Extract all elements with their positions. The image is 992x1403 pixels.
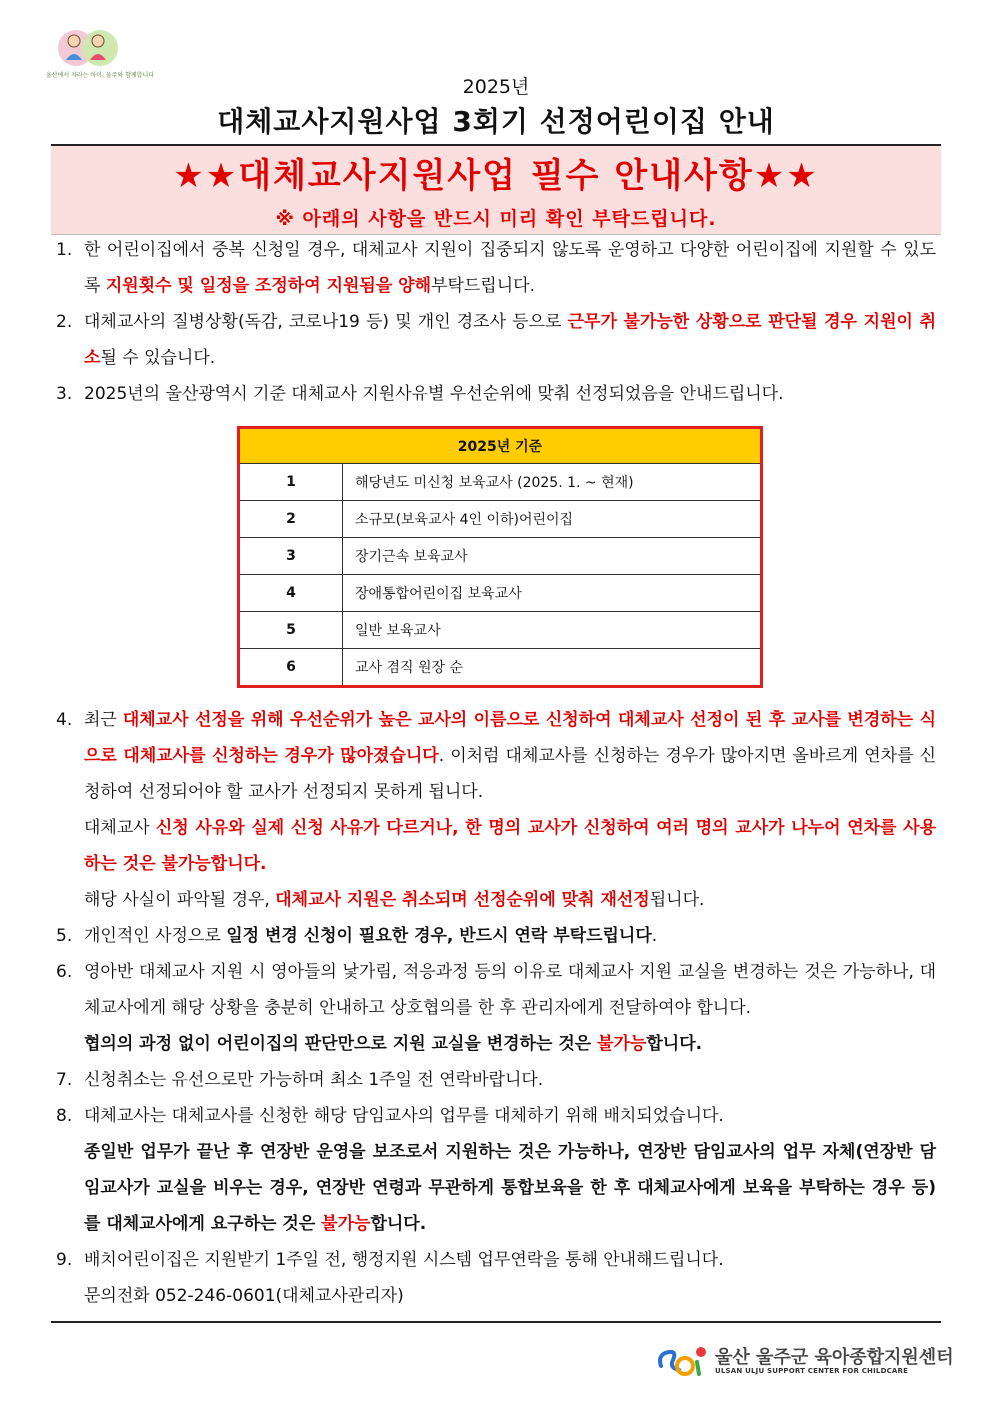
text-span: . [651, 926, 658, 946]
notice-item-7 [56, 1062, 936, 1098]
center-logo [655, 1340, 954, 1380]
item-text: 2025년의 울산광역시 기준 대체교사 지원사유별 우선순위에 맞춰 선정되었음을 안내드립니다. [84, 384, 784, 404]
table-row [240, 538, 760, 575]
table-row [240, 649, 760, 686]
text-span: 개인적인 사정으로 [84, 926, 227, 946]
banner-title: ★★대체교사지원사업 필수 안내사항★★ [173, 156, 819, 196]
item-number: 5. [56, 926, 73, 946]
table-row [240, 612, 760, 649]
emphasis-bold: 일정 변경 신청이 필요한 경우, 반드시 연락 부탁드립니다 [226, 926, 652, 946]
rank-cell: 2 [240, 501, 343, 538]
document-title: 대체교사지원사업 3회기 선정어린이집 안내 [217, 105, 775, 138]
item-text [84, 702, 936, 882]
emphasis-red: 대체교사 지원은 취소되며 선정순위에 맞춰 재선정 [275, 890, 650, 910]
item-text [84, 232, 936, 304]
text-span: 될 수 있습니다. [100, 348, 216, 368]
rank-cell: 4 [240, 575, 343, 612]
desc-cell: 교사 겸직 원장 순 [355, 660, 464, 676]
footer-divider [51, 1321, 941, 1323]
text-span: 해당 사실이 파악될 경우, [84, 890, 276, 910]
priority-table [237, 426, 763, 688]
document-year: 2025년 [462, 76, 530, 98]
item-number: 9. [56, 1250, 73, 1270]
notice-item-9 [56, 1242, 936, 1278]
notice-item-8-followup [56, 1134, 936, 1242]
rank-cell: 3 [240, 538, 343, 575]
text-span: 대체교사 [84, 818, 156, 838]
emphasis-red: 대체교사 선정을 위해 우선순위가 높은 교사의 이름으로 신청하여 대체교사 선정이 된 후 교사를 변경하는 식으로 대체교사를 신청하는 경우가 많아졌습니다 [84, 710, 936, 766]
contact-phone: 문의전화 052-246-0601(대체교사관리자) [84, 1286, 404, 1306]
notice-item-1 [56, 232, 936, 304]
emphasis-red: 불가능 [321, 1214, 371, 1234]
rank-cell: 6 [240, 649, 343, 686]
banner-subtitle: ※ 아래의 사항을 반드시 미리 확인 부탁드립니다. [275, 208, 717, 230]
emphasis-red: 근무가 불가능한 상황으로 판단될 경우 지원이 취소 [84, 312, 936, 368]
item-number: 8. [56, 1106, 73, 1126]
notice-item-4 [56, 702, 936, 882]
emphasis-red: 신청 사유와 실제 신청 사유가 다르거나, 한 명의 교사가 신청하여 여러 명의 교사가 나누어 연차를 사용하는 것은 불가능합니다. [84, 818, 936, 874]
item-number: 3. [56, 384, 73, 404]
emphasis-red: 불가능 [597, 1034, 647, 1054]
notice-item-4-followup [56, 882, 936, 918]
desc-cell: 소규모(보육교사 4인 이하)어린이집 [343, 501, 761, 538]
item-number: 4. [56, 710, 73, 730]
text-span: 부탁드립니다. [431, 276, 535, 296]
desc-cell: 장애통합어린이집 보육교사 [343, 575, 761, 612]
logo-tagline: 울산에서 자라는 아이, 울주와 함께합니다 [46, 72, 155, 79]
notice-list [56, 232, 936, 1314]
priority-table-header: 2025년 기준 [240, 429, 760, 464]
notice-banner [51, 144, 941, 235]
emphasis-bold: 합니다. [370, 1214, 427, 1234]
center-name: 울산 울주군 육아종합지원센터 [715, 1347, 954, 1368]
emphasis-bold: 종일반 업무가 끝난 후 연장반 운영을 보조로서 지원하는 것은 가능하나, 연장반 담임교사의 업무 자체(연장반 담임교사가 교실을 비우는 경우, 연장반 연령과 무관하게 통합보육을 한 후 대체교사에게 보육을 부탁하는 경우 등)를 대체교사에게 요구하는 것은 [84, 1142, 936, 1234]
notice-item-6-followup [56, 1026, 936, 1062]
item-text: 대체교사는 대체교사를 신청한 해당 담임교사의 업무를 대체하기 위해 배치되었습니다. [84, 1106, 724, 1126]
text-span: . 이처럼 대체교사를 신청하는 경우가 많아지면 올바르게 연차를 신청하여 선정되어야 할 교사가 선정되지 못하게 됩니다. [84, 746, 936, 802]
rank-cell: 5 [240, 612, 343, 649]
item-number: 1. [56, 240, 73, 260]
table-row [240, 575, 760, 612]
text-span: 최근 [84, 710, 123, 730]
table-row [240, 501, 760, 538]
text-span: 됩니다. [649, 890, 705, 910]
emphasis-bold: 협의의 과정 없이 어린이집의 판단만으로 지원 교실을 변경하는 것은 [84, 1034, 598, 1054]
item-text: 영아반 대체교사 지원 시 영아들의 낯가림, 적응과정 등의 이유로 대체교사 지원 교실을 변경하는 것은 가능하나, 대체교사에게 해당 상황을 충분히 안내하고 상호협의를 한 후 관리자에게 전달하여야 합니다. [84, 962, 936, 1018]
notice-item-6 [56, 954, 936, 1026]
item-text [84, 304, 936, 376]
item-text: 신청취소는 유선으로만 가능하며 최소 1주일 전 연락바랍니다. [84, 1070, 544, 1090]
notice-item-5 [56, 918, 936, 954]
desc-cell: 일반 보육교사 [343, 612, 761, 649]
text-span: 한 어린이집에서 중복 신청일 경우, 대체교사 지원이 집중되지 않도록 운영하고 다양한 어린이집에 지원할 수 있도록 [84, 240, 936, 296]
emphasis-red: 지원횟수 및 일정을 조정하여 지원됨을 양해 [105, 276, 432, 296]
table-row [240, 464, 760, 501]
center-name-en: ULSAN ULJU SUPPORT CENTER FOR CHILDCARE [715, 1367, 909, 1375]
text-span: 대체교사의 질병상황(독감, 코로나19 등) 및 개인 경조사 등으로 [84, 312, 568, 332]
item-number: 7. [56, 1070, 73, 1090]
desc-cell: 해당년도 미신청 보육교사 (2025. 1. ~ 현재) [343, 464, 761, 501]
item-number: 2. [56, 312, 73, 332]
children-logo-icon [46, 26, 138, 72]
center-emblem-icon [655, 1340, 711, 1380]
notice-item-8 [56, 1098, 936, 1134]
item-text: 배치어린이집은 지원받기 1주일 전, 행정지원 시스템 업무연락을 통해 안내해드립니다. [84, 1250, 724, 1270]
rank-cell: 1 [240, 464, 343, 501]
desc-cell: 장기근속 보육교사 [343, 538, 761, 575]
item-text [84, 918, 936, 954]
emphasis-bold: 합니다. [646, 1034, 703, 1054]
notice-item-3 [56, 376, 936, 412]
notice-item-2 [56, 304, 936, 376]
item-number: 6. [56, 962, 73, 982]
